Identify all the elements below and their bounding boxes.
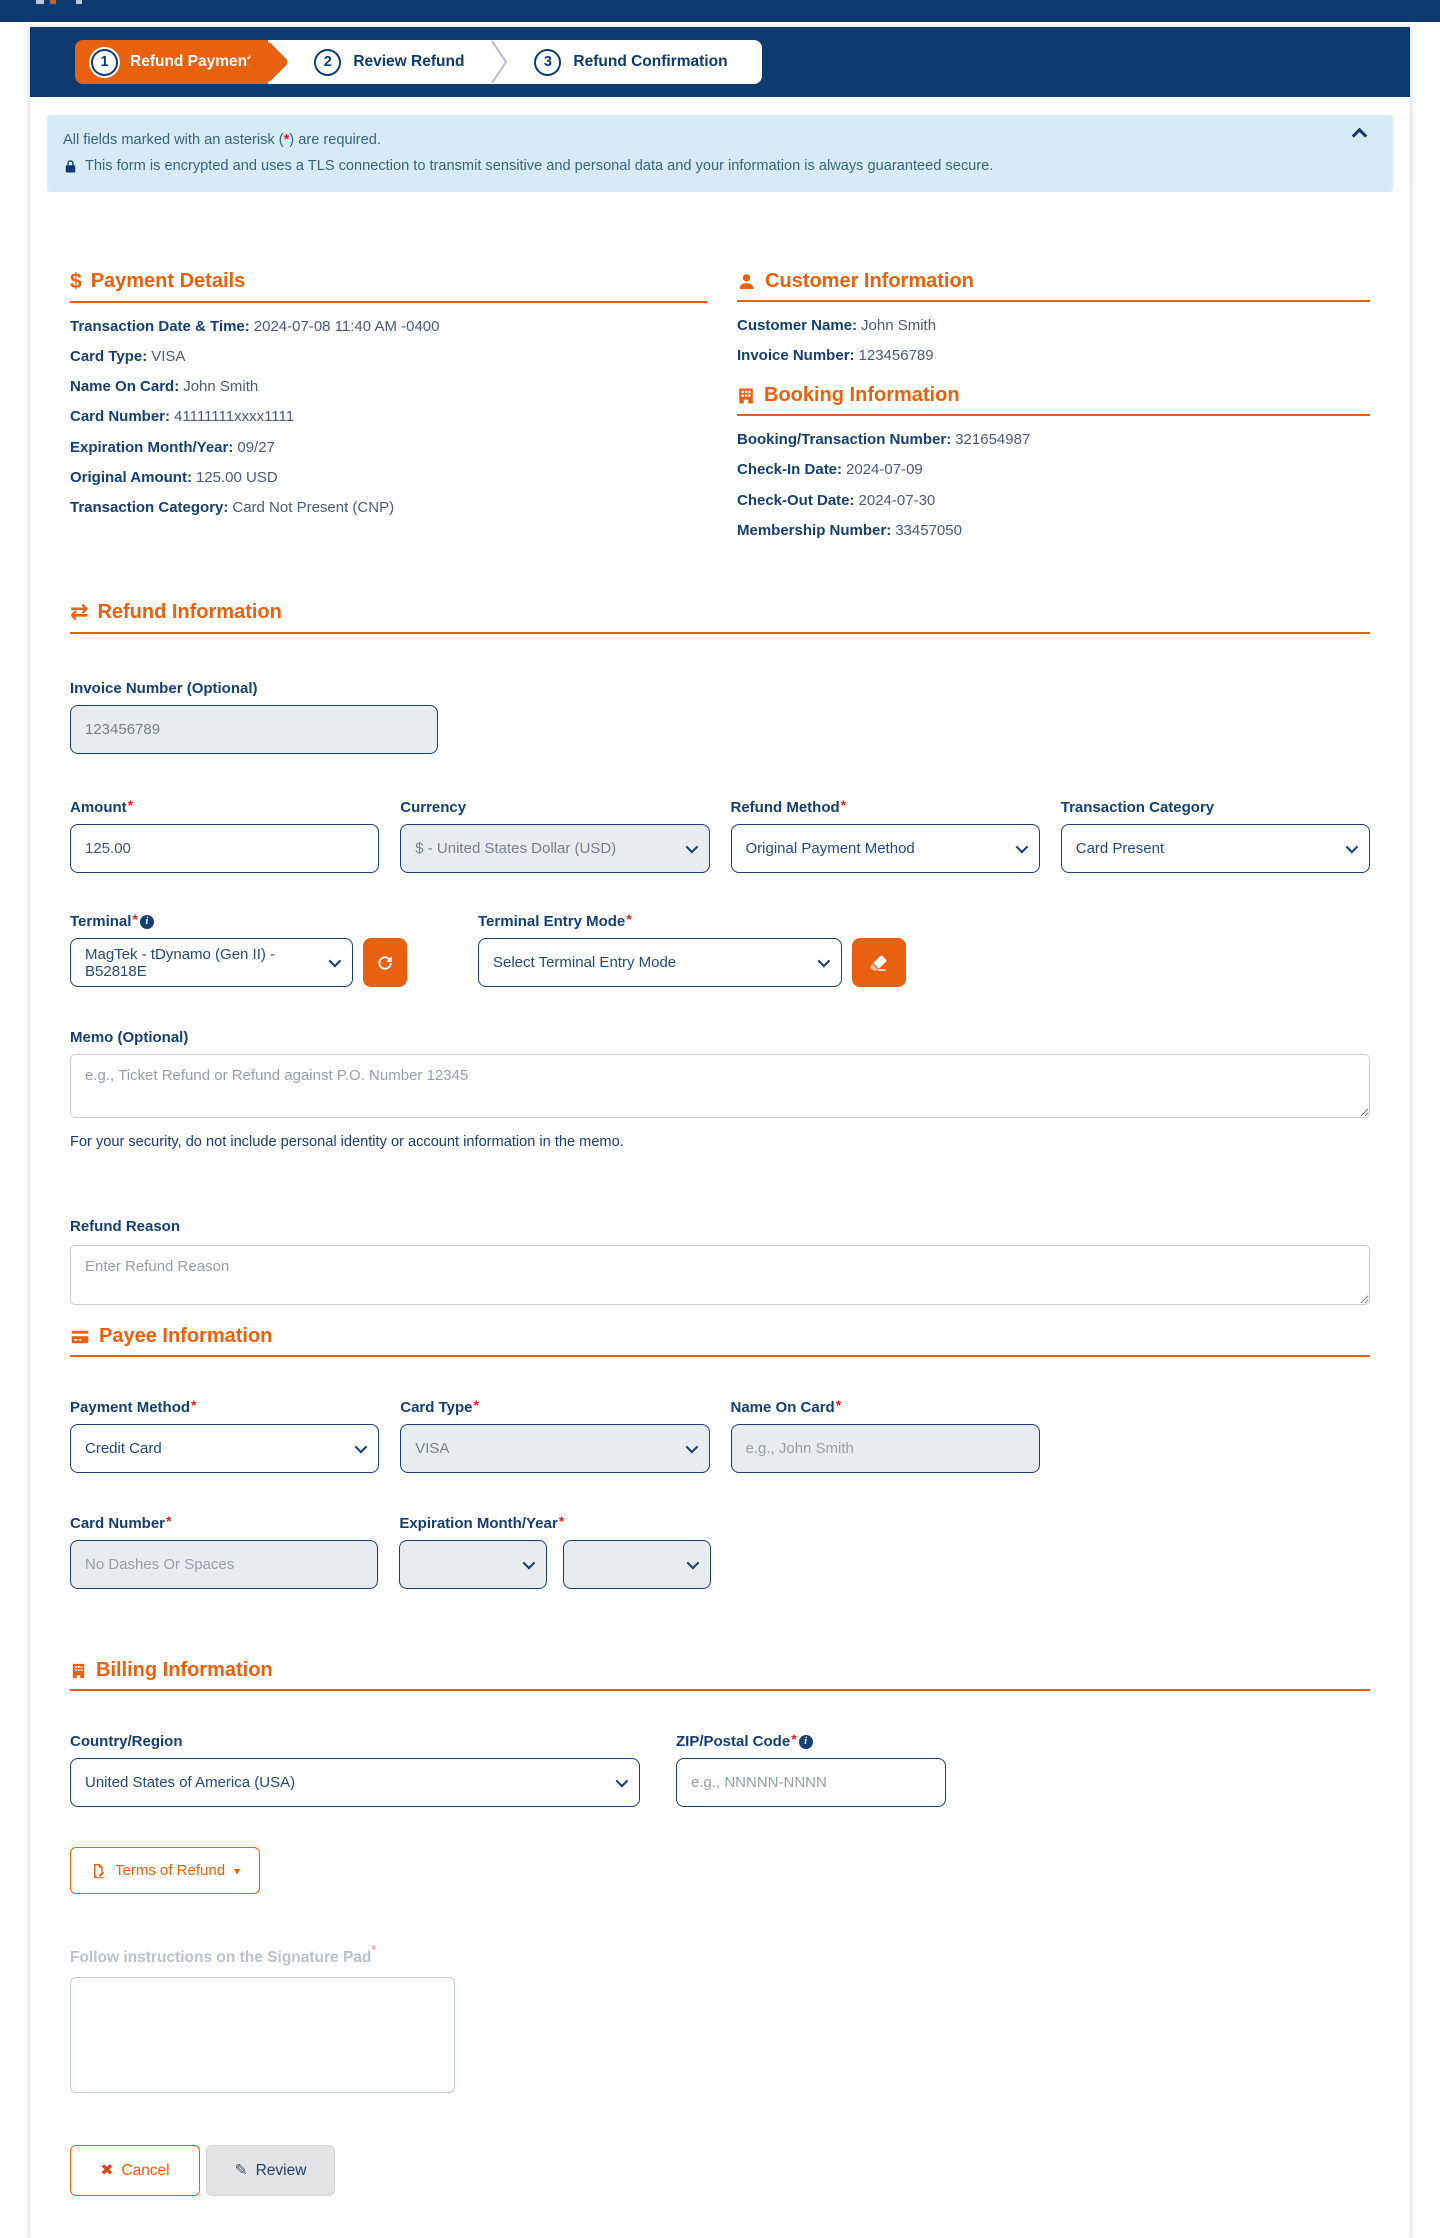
review-button[interactable] — [206, 2145, 335, 2196]
credit-card-icon — [70, 1327, 90, 1347]
info-icon[interactable]: i — [140, 915, 154, 929]
detail-row: Invoice Number: 123456789 — [737, 346, 934, 364]
transaction-category-select[interactable]: Card Present — [1061, 824, 1370, 873]
amount-label: Amount * — [70, 796, 134, 817]
card-type-label: Card Type * — [400, 1396, 479, 1417]
pencil-icon: ✎ — [234, 2162, 248, 2180]
step-review-refund[interactable] — [304, 40, 474, 84]
expiration-month-select — [399, 1540, 547, 1589]
payee-information-title: Payee Information — [99, 1325, 273, 1348]
zip-postal-code-label: ZIP/Postal Code * i — [676, 1733, 946, 1750]
payment-details-title: Payment Details — [90, 270, 246, 293]
required-asterisk: * — [371, 1942, 377, 1958]
name-on-card-input — [731, 1424, 1040, 1473]
refund-information-heading — [70, 599, 1370, 634]
chevron-down-icon — [355, 1441, 368, 1454]
payment-details-heading — [70, 270, 707, 303]
customer-information-title: Customer Information — [765, 269, 974, 292]
currency-label: Currency — [400, 799, 467, 817]
cancel-label: Cancel — [121, 2161, 170, 2179]
exchange-arrows-icon: ⇄ — [70, 599, 89, 625]
detail-row: Original Amount: 125.00 USD — [70, 469, 278, 487]
payee-information-section — [70, 1325, 1370, 1589]
step-3-number: 3 — [534, 49, 561, 76]
required-fields-note — [63, 127, 1345, 153]
customer-booking-column — [737, 270, 1370, 544]
chevron-down-icon — [1346, 841, 1359, 854]
refund-form-card — [30, 27, 1410, 2238]
terminal-entry-mode-label: Terminal Entry Mode * — [478, 910, 632, 931]
detail-row: Expiration Month/Year: 09/27 — [70, 438, 275, 456]
terms-of-refund-label: Terms of Refund — [115, 1862, 226, 1880]
billing-information-title: Billing Information — [96, 1659, 273, 1682]
step-1-number: 1 — [91, 49, 118, 76]
detail-row: Card Type: VISA — [70, 347, 186, 365]
refund-information-section — [70, 599, 1370, 1309]
stepper — [30, 27, 1410, 97]
payment-method-select[interactable]: Credit Card — [70, 1424, 379, 1473]
cancel-button[interactable] — [70, 2145, 200, 2196]
detail-row: Membership Number: 33457050 — [737, 522, 962, 540]
refresh-icon — [375, 953, 395, 973]
chevron-down-icon — [329, 955, 342, 968]
detail-row: Check-Out Date: 2024-07-30 — [737, 491, 936, 509]
currency-select: $ - United States Dollar (USD) — [400, 824, 709, 873]
booking-information-heading — [737, 384, 1370, 416]
billing-information-heading — [70, 1659, 1370, 1691]
detail-row: Transaction Date & Time: 2024-07-08 11:40 AM -0400 — [70, 317, 440, 335]
payee-information-heading — [70, 1325, 1370, 1357]
card-number-label: Card Number * — [70, 1512, 172, 1533]
terminal-select[interactable]: MagTek - tDynamo (Gen II) - B52818E — [70, 938, 353, 987]
terminal-entry-mode-select[interactable]: Select Terminal Entry Mode — [478, 938, 842, 987]
detail-row: Customer Name: John Smith — [737, 316, 937, 334]
chevron-down-icon — [616, 1775, 629, 1788]
memo-label: Memo (Optional) — [70, 1029, 189, 1047]
review-label: Review — [255, 2161, 307, 2179]
info-icon[interactable]: i — [799, 1735, 813, 1749]
chevron-down-icon — [1015, 841, 1028, 854]
card-number-input — [70, 1540, 378, 1589]
step-refund-confirmation[interactable] — [524, 40, 737, 84]
step-2-label: Review Refund — [353, 53, 465, 70]
building-icon — [70, 1662, 87, 1680]
zip-postal-code-input[interactable] — [676, 1758, 946, 1807]
user-icon — [737, 272, 756, 291]
step-1-label: Refund Payment — [130, 53, 253, 70]
memo-textarea[interactable] — [70, 1054, 1370, 1118]
security-note — [63, 153, 1345, 179]
name-on-card-label: Name On Card * — [730, 1396, 842, 1417]
detail-row: Card Number: 41111111xxxx1111 — [70, 408, 295, 426]
card-type-select: VISA — [400, 1424, 709, 1473]
chevron-up-icon — [1351, 128, 1367, 144]
amount-input[interactable] — [70, 824, 379, 873]
chevron-down-icon — [687, 1557, 700, 1570]
chevron-down-icon — [685, 841, 698, 854]
stepper-upcoming-steps — [268, 40, 761, 84]
x-icon: ✖ — [100, 2162, 114, 2180]
detail-row: Name On Card: John Smith — [70, 378, 259, 396]
refund-reason-textarea[interactable] — [70, 1245, 1370, 1305]
step-separator-chevron-icon — [490, 40, 508, 84]
expiration-year-select — [563, 1540, 711, 1589]
eraser-icon — [869, 953, 889, 973]
hotel-icon — [737, 387, 755, 405]
customer-information-heading — [737, 270, 1370, 302]
info-banner — [47, 115, 1393, 192]
file-signature-icon — [90, 1863, 106, 1879]
step-2-number: 2 — [314, 49, 341, 76]
signature-pad-label: Follow instructions on the Signature Pad* — [70, 1942, 377, 1967]
chevron-down-icon — [523, 1557, 536, 1570]
detail-row: Transaction Category: Card Not Present (CNP) — [70, 499, 395, 517]
collapse-banner-button[interactable] — [1347, 125, 1371, 145]
memo-helper-text: For your security, do not include personal identity or account information in the memo. — [70, 1134, 624, 1151]
signature-pad[interactable] — [70, 1977, 455, 2093]
chevron-down-icon — [818, 955, 831, 968]
booking-information-title: Booking Information — [764, 384, 960, 407]
billing-information-section — [70, 1659, 1370, 2196]
top-navbar — [0, 0, 1440, 22]
detail-row: Check-In Date: 2024-07-09 — [737, 461, 923, 479]
required-note-prefix: All fields marked with an asterisk ( — [63, 132, 284, 148]
invoice-number-label: Invoice Number (Optional) — [70, 680, 258, 698]
clear-entry-mode-button[interactable] — [852, 938, 906, 987]
payment-method-label: Payment Method * — [70, 1396, 197, 1417]
country-region-label: Country/Region — [70, 1733, 183, 1751]
caret-down-icon: ▾ — [234, 1863, 241, 1878]
country-region-select[interactable]: United States of America (USA) — [70, 1758, 640, 1807]
navbar-logo-fragment — [36, 0, 90, 4]
lock-icon — [63, 159, 78, 174]
required-asterisk: * — [283, 132, 290, 148]
step-refund-payment[interactable] — [75, 40, 268, 84]
step-3-label: Refund Confirmation — [573, 53, 728, 70]
refresh-terminals-button[interactable] — [363, 938, 407, 987]
refund-information-title: Refund Information — [97, 600, 282, 623]
refund-method-label: Refund Method * — [730, 796, 847, 817]
transaction-category-label: Transaction Category — [1060, 799, 1215, 817]
invoice-number-input — [70, 705, 438, 754]
expiration-label: Expiration Month/Year * — [399, 1512, 565, 1533]
refund-method-select[interactable]: Original Payment Method — [731, 824, 1040, 873]
terms-of-refund-button[interactable] — [70, 1847, 260, 1894]
required-note-suffix: ) are required. — [289, 132, 381, 148]
chevron-down-icon — [685, 1441, 698, 1454]
refund-reason-label: Refund Reason — [70, 1218, 181, 1236]
payment-details-section — [70, 270, 707, 544]
detail-row: Booking/Transaction Number: 321654987 — [737, 431, 1031, 449]
security-note-text: This form is encrypted and uses a TLS connection to transmit sensitive and personal data and your information is always guaranteed secure. — [85, 158, 994, 175]
terminal-label: Terminal * i — [70, 913, 353, 930]
dollar-icon: $ — [70, 269, 82, 293]
